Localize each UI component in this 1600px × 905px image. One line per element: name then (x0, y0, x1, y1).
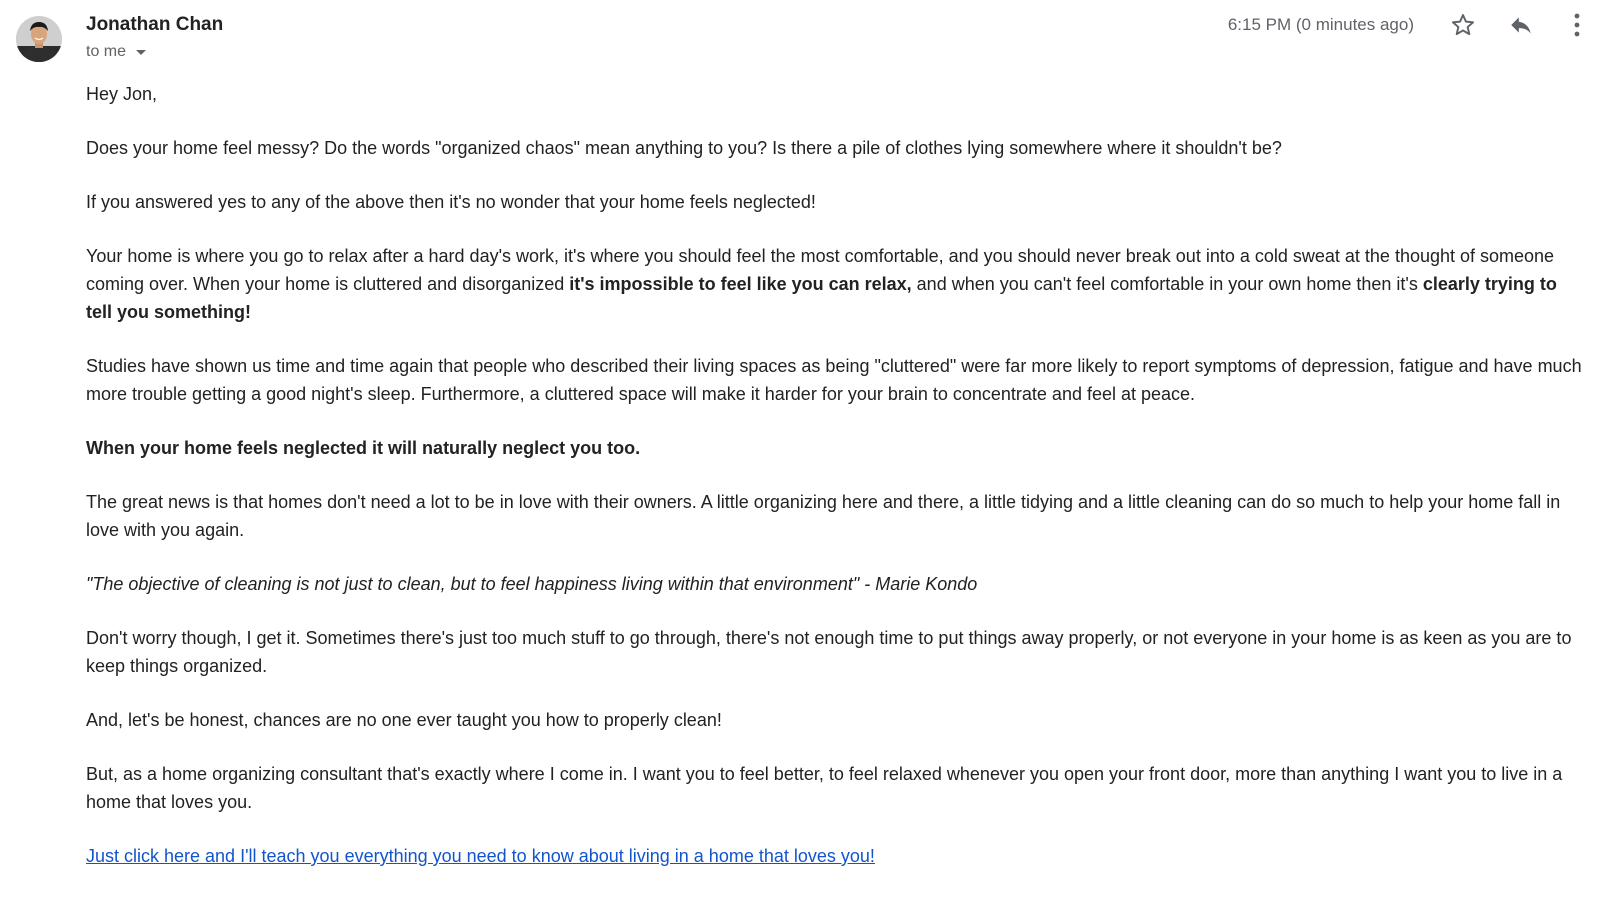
cta-paragraph (86, 842, 1586, 870)
quote-text: "The objective of cleaning is not just to clean, but to feel happiness living within that environment" - Marie Kondo (86, 574, 978, 594)
paragraph-2: If you answered yes to any of the above then it's no wonder that your home feels neglected! (86, 192, 816, 212)
caret-down-icon[interactable] (136, 50, 146, 55)
avatar-image (16, 16, 62, 62)
paragraph-3-part-b: and when you can't feel comfortable in your own home then it's (911, 274, 1423, 294)
timestamp: 6:15 PM (0 minutes ago) (1227, 15, 1414, 34)
more-vert-icon (1573, 12, 1581, 38)
star-icon (1450, 12, 1476, 38)
paragraph-6: The great news is that homes don't need a lot to be in love with their owners. A little organizing here and there, a little tidying and a little cleaning can do so much to help your home fall in love with you again. (86, 492, 1561, 540)
paragraph-10: But, as a home organizing consultant that's exactly where I come in. I want you to feel better, to feel relaxed whenever you open your front door, more than anything I want you to live in a home that loves you. (86, 764, 1563, 812)
greeting: Hey Jon, (86, 84, 158, 104)
reply-icon (1507, 12, 1535, 38)
paragraph-5 (86, 434, 1586, 462)
reply-button[interactable] (1506, 10, 1536, 40)
paragraph-3-bold-2: clearly trying to tell you something! (86, 274, 1557, 322)
avatar[interactable] (16, 16, 62, 62)
paragraph-8: Don't worry though, I get it. Sometimes there's just too much stuff to go through, there's not enough time to put things away properly, or not everyone in your home is as keen as you are to keep things organized. (86, 628, 1572, 676)
paragraph-3-bold-1: it's impossible to feel like you can relax, (569, 274, 912, 294)
paragraph-3 (86, 242, 1586, 326)
paragraph-1: Does your home feel messy? Do the words "organized chaos" mean anything to you? Is there a pile of clothes lying somewhere where it shouldn't be? (86, 138, 1282, 158)
recipient-label: to me (86, 43, 127, 60)
quote (86, 570, 1586, 598)
star-button[interactable] (1448, 10, 1478, 40)
paragraph-4: Studies have shown us time and time again that people who described their living spaces as being "cluttered" were far more likely to report symptoms of depression, fatigue and have much more trouble getting a good night's sleep. Furthermore, a cluttered space will make it harder for your brain to concentrate and feel at peace. (86, 356, 1582, 404)
cta-link[interactable]: Just click here and I'll teach you everything you need to know about living in a home that loves you! (86, 846, 875, 866)
paragraph-5-bold: When your home feels neglected it will naturally neglect you too. (86, 438, 641, 458)
message-body (86, 80, 1586, 896)
recipient-dropdown[interactable] (86, 42, 146, 62)
paragraph-9: And, let's be honest, chances are no one ever taught you how to properly clean! (86, 710, 722, 730)
sender-name[interactable]: Jonathan Chan (86, 14, 224, 35)
paragraph-3-part-a: Your home is where you go to relax after a hard day's work, it's where you should feel the most comfortable, and you should never break out into a cold sweat at the thought of someone coming over. When your home is cluttered and disorganized (86, 246, 1555, 294)
more-options-button[interactable] (1564, 10, 1590, 40)
